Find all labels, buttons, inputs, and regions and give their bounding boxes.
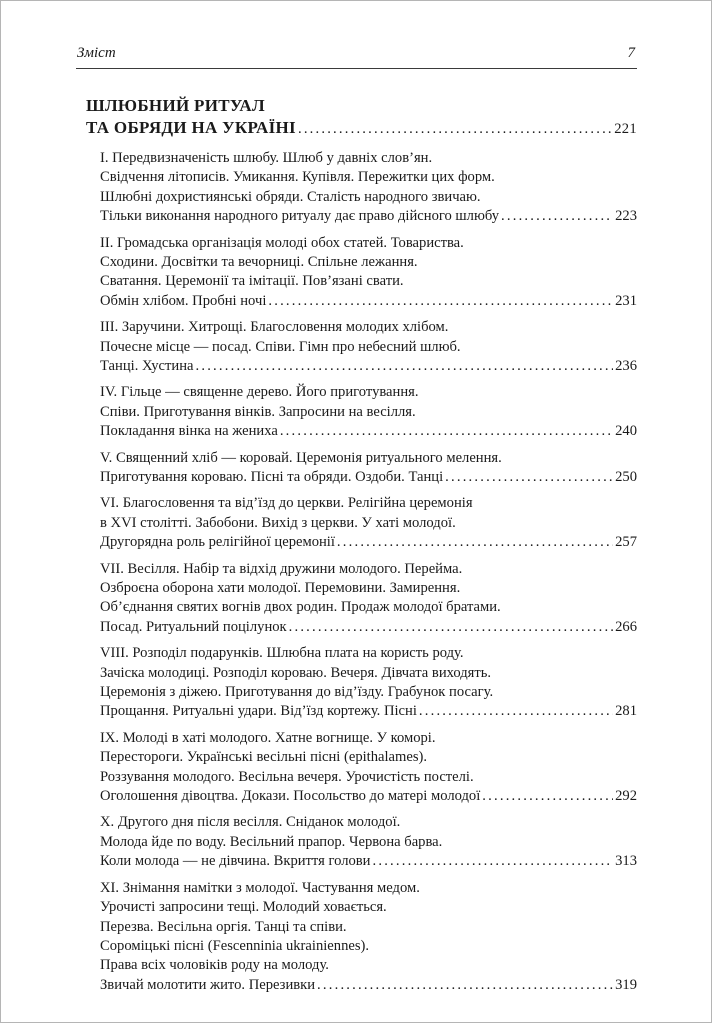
toc-page-number: 257 [615, 534, 637, 551]
toc-entry-line: Об’єднання святих вогнів двох родин. Продаж молодої братами. [100, 599, 501, 616]
toc-sections [100, 149, 637, 995]
toc-entry-text: Прощання. Ритуальні удари. Від’їзд кортежу. Пісні [100, 703, 417, 720]
toc-entry-lastline [100, 468, 637, 487]
toc-page-number: 319 [615, 976, 637, 993]
toc-entry-line: Сходини. Досвітки та вечорниці. Спільне лежання. [100, 253, 418, 270]
toc-page-number: 250 [615, 468, 637, 485]
toc-leader-dots [337, 533, 613, 552]
toc-entry-lastline [100, 852, 637, 871]
toc-entry-line: Урочисті запросини тещі. Молодий ховається. [100, 899, 387, 916]
toc-entry-line: в XVI столітті. Забобони. Вихід з церкви. У хаті молодої. [100, 514, 456, 531]
toc-entry-line: Роззування молодого. Весільна вечеря. Урочистість постелі. [100, 768, 474, 785]
toc-entry [100, 449, 637, 488]
toc-entry-line: I. Передвизначеність шлюбу. Шлюб у давніх слов’ян. [100, 149, 433, 166]
toc-entry-line: III. Заручини. Хитрощі. Благословення молодих хлібом. [100, 319, 449, 336]
toc-entry-text: Тільки виконання народного ритуалу дає право дійсного шлюбу [100, 208, 500, 225]
running-header-title: Зміст [77, 45, 116, 61]
toc-entry [100, 813, 637, 871]
toc-entry-lastline [100, 422, 637, 441]
toc-page-number: 313 [615, 853, 637, 870]
toc-leader-dots [445, 468, 613, 487]
toc-entry-line: II. Громадська організація молоді обох статей. Товариства. [100, 234, 464, 251]
toc-leader-dots [317, 976, 613, 995]
toc-entry-line: Перестороги. Українські весільні пісні (epithalames). [100, 749, 428, 766]
toc-entry-line: Озброєна оборона хати молодої. Перемовини. Замирення. [100, 580, 461, 596]
toc-entry-line: Сватання. Церемонії та імітації. Пов’язані свати. [100, 273, 404, 290]
toc-entry-line: Церемонія з діжею. Приготування до від’їзду. Грабунок посагу. [100, 684, 494, 701]
toc-page-number: 266 [615, 618, 637, 635]
toc-entry-line: Зачіска молодиці. Розподіл короваю. Вечеря. Дівчата виходять. [100, 664, 492, 681]
toc-entry-line: XI. Знімання намітки з молодої. Частування медом. [100, 879, 420, 896]
running-header [76, 45, 637, 69]
toc-page-number: 240 [615, 423, 637, 440]
toc-entry-lastline [100, 357, 637, 376]
toc-entry-lastline [100, 702, 637, 721]
toc-leader-dots [268, 292, 613, 311]
toc-page-number: 292 [615, 788, 637, 805]
toc-entry-line: Шлюбні дохристиянські обряди. Сталість народного звичаю. [100, 188, 481, 205]
toc-entry [100, 560, 637, 638]
toc-entry-line: Перезва. Весільна оргія. Танці та співи. [100, 918, 347, 935]
toc-main-title-line2 [86, 117, 637, 139]
toc-entry-text: Танці. Хустина [100, 357, 194, 374]
toc-leader-dots [298, 117, 612, 139]
toc-leader-dots [482, 787, 613, 806]
toc-main-title-line1: ШЛЮБНИЙ РИТУАЛ [86, 96, 265, 115]
toc-entry-line: Почесне місце — посад. Співи. Гімн про небесний шлюб. [100, 338, 461, 355]
running-header-page-number: 7 [627, 45, 635, 61]
toc-entry-text: Оголошення дівоцтва. Докази. Посольство до матері молодої [100, 788, 481, 805]
toc-entry [100, 644, 637, 722]
toc-entry-text: Другорядна роль релігійної церемонії [100, 534, 335, 551]
toc-leader-dots [501, 207, 613, 226]
toc-entry-line: VIII. Розподіл подарунків. Шлюбна плата на користь роду. [100, 645, 464, 662]
toc-entry-text: Приготування короваю. Пісні та обряди. Оздоби. Танці [100, 468, 444, 485]
toc-main-title-text: ТА ОБРЯДИ НА УКРАЇНІ [86, 118, 296, 138]
toc-entry-line: X. Другого дня після весілля. Сніданок молодої. [100, 814, 401, 831]
toc-main-title [86, 95, 637, 140]
toc-page-number: 231 [615, 292, 637, 309]
toc-entry-line: Свідчення літописів. Умикання. Купівля. Пережитки цих форм. [100, 169, 495, 186]
toc-entry [100, 149, 637, 227]
toc-entry [100, 234, 637, 312]
toc-entry-line: Співи. Приготування вінків. Запросини на весілля. [100, 403, 416, 420]
toc-page-number: 281 [615, 703, 637, 720]
toc-page-number: 221 [614, 121, 637, 138]
toc-entry-lastline [100, 533, 637, 552]
toc-page-number: 223 [615, 208, 637, 225]
toc-entry-lastline [100, 618, 637, 637]
toc-entry [100, 729, 637, 807]
toc-entry-line: VII. Весілля. Набір та відхід дружини молодого. Перейма. [100, 560, 463, 577]
toc-entry-line: IV. Гільце — священне дерево. Його приготування. [100, 384, 419, 401]
toc-entry-lastline [100, 292, 637, 311]
toc-entry-text: Покладання вінка на жениха [100, 423, 278, 440]
toc-entry [100, 318, 637, 376]
toc-entry [100, 879, 637, 995]
toc-entry-line: Права всіх чоловіків роду на молоду. [100, 957, 329, 974]
toc-entry-text: Звичай молотити жито. Перезивки [100, 976, 316, 993]
toc-leader-dots [196, 357, 614, 376]
toc-leader-dots [419, 702, 613, 721]
toc-entry-line: V. Священний хліб — коровай. Церемонія ритуального мелення. [100, 449, 502, 466]
toc-entry-line: IX. Молоді в хаті молодого. Хатне вогнище. У коморі. [100, 729, 436, 746]
toc-entry-text: Коли молода — не дівчина. Вкриття голови [100, 853, 371, 870]
toc-entry [100, 383, 637, 441]
toc-entry-text: Посад. Ритуальний поцілунок [100, 618, 287, 635]
toc-entry-lastline [100, 976, 637, 995]
toc-entry-line: Сороміцькі пісні (Fescenninia ukrainiennes). [100, 937, 370, 954]
toc-leader-dots [280, 422, 613, 441]
toc-entry-lastline [100, 787, 637, 806]
toc-page-number: 236 [615, 357, 637, 374]
toc-leader-dots [373, 852, 614, 871]
toc-entry-lastline [100, 207, 637, 226]
toc-entry-line: VI. Благословення та від’їзд до церкви. Релігійна церемонія [100, 495, 473, 512]
toc-entry-text: Обмін хлібом. Пробні ночі [100, 292, 267, 309]
toc-entry-line: Молода йде по воду. Весільний прапор. Червона барва. [100, 833, 443, 850]
toc-entry [100, 494, 637, 552]
toc-leader-dots [289, 618, 613, 637]
